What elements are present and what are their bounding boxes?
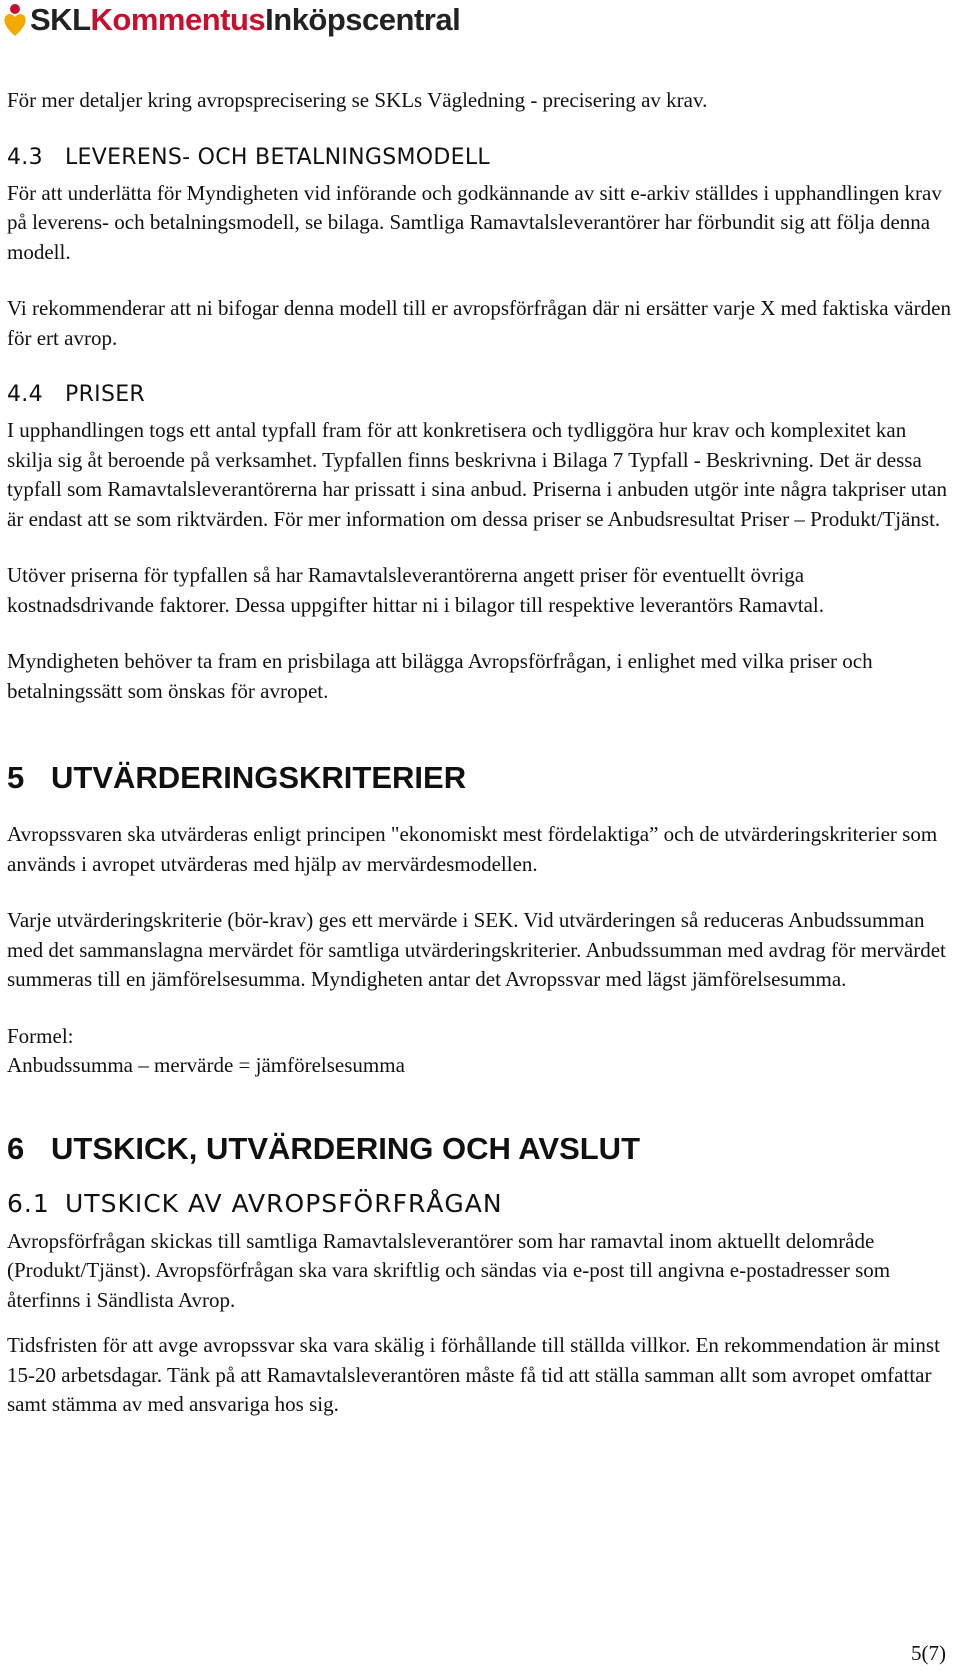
section-5-paragraph-1: Avropssvaren ska utvärderas enligt principen "ekonomiskt mest fördelaktiga” och de utvärderingskriterier som används i avropet utvärderas med hjälp av mervärdesmodellen.: [7, 822, 938, 876]
section-title: LEVERENS- OCH BETALNINGSMODELL: [65, 144, 490, 170]
section-title: UTSKICK AV AVROPSFÖRFRÅGAN: [65, 1188, 503, 1218]
section-4-4-paragraph-3: Myndigheten behöver ta fram en prisbilaga att bilägga Avropsförfrågan, i enlighet med vilka priser och betalningssätt som önskas för avropet.: [7, 649, 873, 703]
section-4-4-paragraph-2: Utöver priserna för typfallen så har Ramavtalsleverantörerna angett priser för eventuellt övriga kostnadsdrivande faktorer. Dessa uppgifter hittar ni i bilagor till respektive leverantörs Ramavtal.: [7, 563, 825, 617]
person-heart-logo-icon: [2, 2, 28, 38]
section-4-3-heading: [7, 143, 952, 173]
section-number: 5: [7, 760, 25, 795]
section-6-1-heading: [7, 1187, 952, 1221]
section-number: 6: [7, 1130, 25, 1166]
section-title: UTSKICK, UTVÄRDERING OCH AVSLUT: [51, 1130, 640, 1166]
section-4-3-paragraph-2: Vi rekommenderar att ni bifogar denna modell till er avropsförfrågan där ni ersätter varje X med faktiska värden för ert avrop.: [7, 296, 951, 350]
section-4-3-paragraph-1: För att underlätta för Myndigheten vid införande och godkännande av sitt e-arkiv ställdes i upphandlingen krav på leverens- och betalningsmodell, se bilaga. Samtliga Ramavtalsleverantörer har förbundit sig att följa denna modell.: [7, 180, 942, 264]
page-number: 5(7): [911, 1641, 946, 1665]
logo-text-inkopscentral: Inköpscentral: [265, 2, 461, 37]
section-6-heading: [7, 1129, 952, 1169]
document-body: [7, 86, 952, 1420]
formula-label: Formel:: [7, 1023, 74, 1048]
section-5-paragraph-2: Varje utvärderingskriterie (bör-krav) ges ett mervärde i SEK. Vid utvärderingen så reduceras Anbudssumman med det sammanslagna mervärdet för samtliga utvärderingskriterier. Anbudssumman med avdrag för mervärdet summeras till en jämförelsesumma. Myndigheten antar det Avropssvar med lägst jämförelsesumma.: [7, 908, 946, 991]
logo-text-skl: SKL: [30, 2, 91, 37]
section-number: 4.3: [7, 144, 43, 170]
section-4-4-heading: [7, 380, 952, 410]
logo-text-kommentus: Kommentus: [90, 2, 266, 37]
section-title: UTVÄRDERINGSKRITERIER: [51, 760, 467, 795]
section-6-1-paragraph-1: Avropsförfrågan skickas till samtliga Ramavtalsleverantörer som har ramavtal inom aktuellt delområde (Produkt/Tjänst). Avropsförfrågan ska vara skriftlig och sändas via e-post till angivna e-postadresser som återfinns i Sändlista Avrop.: [7, 1228, 891, 1312]
header-logo: [2, 0, 460, 40]
section-number: 6.1: [7, 1188, 50, 1218]
section-title: PRISER: [65, 382, 145, 407]
section-5-heading: [7, 758, 952, 798]
section-4-4-paragraph-1: I upphandlingen togs ett antal typfall fram för att konkretisera och tydliggöra hur krav och komplexitet kan skilja sig åt beroende på verksamhet. Typfallen finns beskrivna i Bilaga 7 Typfall - Beskrivning. Det är dessa typfall som Ramavtalsleverantörerna har prissatt i sina anbud. Priserna i anbuden utgör inte några takpriser utan är endast att se som riktvärden. För mer information om dessa priser se Anbudsresultat Priser – Produkt/Tjänst.: [7, 418, 948, 531]
intro-paragraph: För mer detaljer kring avropsprecisering se SKLs Vägledning - precisering av krav.: [7, 88, 708, 112]
section-number: 4.4: [7, 382, 43, 407]
formula-text: Anbudssumma – mervärde = jämförelsesumma: [7, 1053, 405, 1077]
section-6-1-paragraph-2: Tidsfristen för att avge avropssvar ska vara skälig i förhållande till ställda villkor. En rekommendation är minst 15-20 arbetsdagar. Tänk på att Ramavtalsleverantören måste få tid att ställa samman allt som avropet omfattar samt stämma av med ansvariga hos sig.: [7, 1333, 940, 1416]
